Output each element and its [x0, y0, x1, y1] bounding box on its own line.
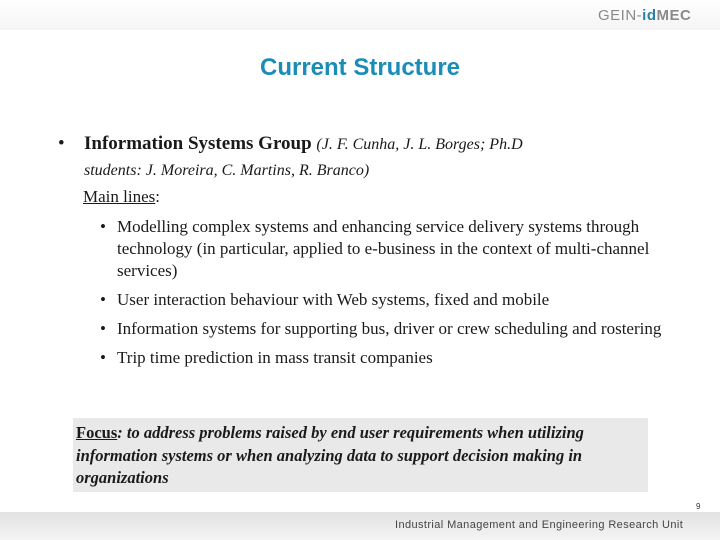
group-name: Information Systems Group: [84, 133, 312, 154]
list-item-text: Trip time prediction in mass transit companies: [117, 348, 433, 367]
focus-text: : to address problems raised by end user requirements when utilizing information systems or when analyzing data to support decision making in organizations: [76, 423, 584, 487]
footer-text: Industrial Management and Engineering Research Unit: [395, 519, 684, 531]
bullet-icon: •: [100, 217, 106, 236]
main-lines-colon: :: [155, 187, 160, 206]
gein-idmec-logo: [598, 4, 708, 28]
logo-text-mec: MEC: [656, 7, 692, 24]
bullet-icon: •: [100, 290, 106, 309]
logo-text-gein: GEIN-: [598, 7, 643, 24]
group-line-1: [84, 132, 523, 157]
list-item-text: Modelling complex systems and enhancing service delivery systems through technology (in particular, applied to e-business in the context of multi-channel services): [117, 217, 650, 280]
bullet-icon: •: [58, 133, 65, 154]
slide-title: Current Structure: [259, 54, 461, 81]
main-lines-label: Main lines: [83, 187, 156, 206]
list-item: [100, 318, 690, 340]
bullet-icon: •: [100, 319, 106, 338]
list-item: [100, 347, 690, 369]
logo-text-id: id: [642, 7, 657, 24]
list-item: [100, 289, 690, 311]
list-item: [100, 216, 690, 282]
group-people-line-2: students: J. Moreira, C. Martins, R. Branco): [84, 162, 370, 179]
focus-label: Focus: [76, 423, 118, 442]
page-number: 9: [696, 502, 701, 511]
group-people-line-1: (J. F. Cunha, J. L. Borges; Ph.D: [316, 136, 523, 153]
list-item-text: User interaction behaviour with Web systems, fixed and mobile: [117, 290, 550, 309]
list-item-text: Information systems for supporting bus, driver or crew scheduling and rostering: [117, 319, 662, 338]
focus-box: [73, 418, 648, 492]
bullet-icon: •: [100, 348, 106, 367]
main-lines-heading: [83, 186, 160, 208]
main-lines-list: [100, 216, 690, 376]
